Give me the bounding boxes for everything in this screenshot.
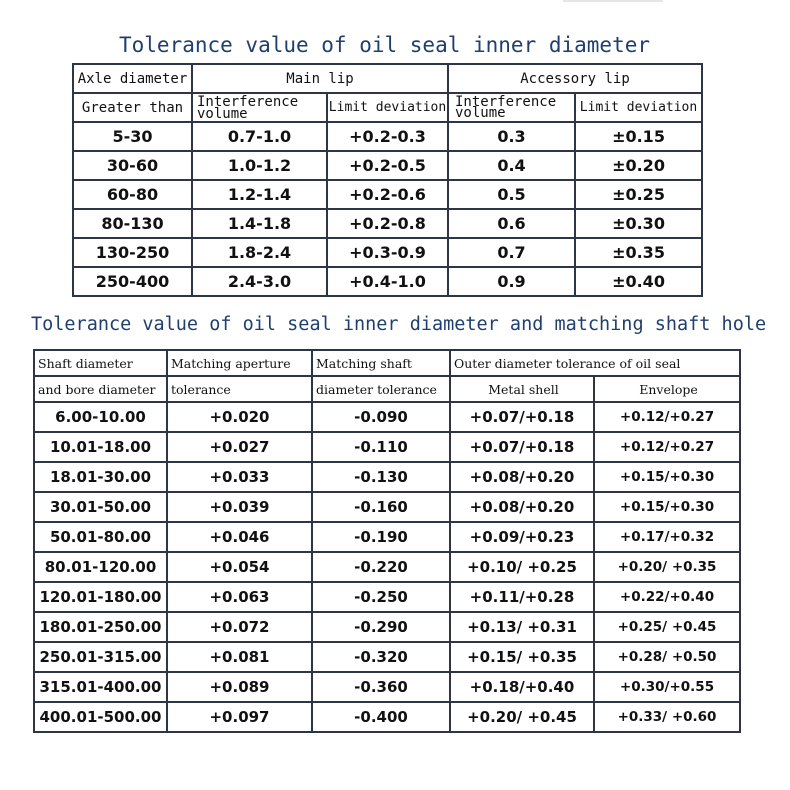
table-row [34, 522, 740, 552]
accessory-limit-deviation-cell: ±0.15 [575, 122, 702, 151]
metal-shell-cell: +0.09/+0.23 [450, 522, 594, 552]
envelope-cell: +0.20/ +0.35 [594, 552, 740, 582]
envelope-cell: +0.22/+0.40 [594, 582, 740, 612]
shaft-bore-diameter-cell: 80.01-120.00 [34, 552, 167, 582]
metal-shell-cell: +0.10/ +0.25 [450, 552, 594, 582]
aperture-tolerance-cell: +0.081 [167, 642, 312, 672]
table-row [73, 180, 702, 209]
header-limit-deviation-main: Limit deviation [327, 93, 448, 122]
table-row [73, 267, 702, 296]
header-metal-shell: Metal shell [450, 376, 594, 402]
metal-shell-cell: +0.18/+0.40 [450, 672, 594, 702]
header-axle-diameter: Axle diameter [73, 64, 192, 93]
metal-shell-cell: +0.08/+0.20 [450, 462, 594, 492]
table-row [34, 552, 740, 582]
header-aperture-line1: Matching aperture [167, 350, 312, 376]
header-aperture-line2: tolerance [167, 376, 312, 402]
header-shaft-tolerance-line2: diameter tolerance [312, 376, 450, 402]
table-row [34, 612, 740, 642]
accessory-interference-cell: 0.4 [448, 151, 575, 180]
envelope-cell: +0.15/+0.30 [594, 462, 740, 492]
metal-shell-cell: +0.20/ +0.45 [450, 702, 594, 732]
metal-shell-cell: +0.07/+0.18 [450, 432, 594, 462]
header-accessory-lip: Accessory lip [448, 64, 702, 93]
aperture-tolerance-cell: +0.020 [167, 402, 312, 432]
table2-body [34, 402, 740, 732]
table-row [34, 462, 740, 492]
table1-header-row-1 [73, 64, 702, 93]
header-shaft-bore-line2: and bore diameter [34, 376, 167, 402]
main-interference-cell: 1.2-1.4 [192, 180, 327, 209]
header-envelope: Envelope [594, 376, 740, 402]
accessory-interference-cell: 0.6 [448, 209, 575, 238]
header-shaft-bore-line1: Shaft diameter [34, 350, 167, 376]
aperture-tolerance-cell: +0.027 [167, 432, 312, 462]
shaft-bore-diameter-cell: 315.01-400.00 [34, 672, 167, 702]
top-divider [563, 0, 663, 2]
shaft-tolerance-cell: -0.220 [312, 552, 450, 582]
shaft-tolerance-cell: -0.190 [312, 522, 450, 552]
aperture-tolerance-cell: +0.046 [167, 522, 312, 552]
main-limit-deviation-cell: +0.2-0.5 [327, 151, 448, 180]
metal-shell-cell: +0.08/+0.20 [450, 492, 594, 522]
aperture-tolerance-cell: +0.054 [167, 552, 312, 582]
shaft-bore-diameter-cell: 10.01-18.00 [34, 432, 167, 462]
shaft-bore-diameter-cell: 180.01-250.00 [34, 612, 167, 642]
accessory-limit-deviation-cell: ±0.25 [575, 180, 702, 209]
shaft-tolerance-cell: -0.110 [312, 432, 450, 462]
axle-diameter-cell: 80-130 [73, 209, 192, 238]
axle-diameter-cell: 5-30 [73, 122, 192, 151]
shaft-bore-diameter-cell: 18.01-30.00 [34, 462, 167, 492]
envelope-cell: +0.17/+0.32 [594, 522, 740, 552]
main-interference-cell: 1.0-1.2 [192, 151, 327, 180]
axle-diameter-cell: 60-80 [73, 180, 192, 209]
aperture-tolerance-cell: +0.033 [167, 462, 312, 492]
accessory-limit-deviation-cell: ±0.40 [575, 267, 702, 296]
table-row [34, 402, 740, 432]
aperture-tolerance-cell: +0.089 [167, 672, 312, 702]
header-greater-than: Greater than [73, 93, 192, 122]
table-row [73, 209, 702, 238]
shaft-tolerance-cell: -0.360 [312, 672, 450, 702]
table-row [73, 238, 702, 267]
header-outer-diameter-tolerance: Outer diameter tolerance of oil seal [450, 350, 740, 376]
aperture-tolerance-cell: +0.072 [167, 612, 312, 642]
table1-body [73, 122, 702, 296]
table2-header-row-1 [34, 350, 740, 376]
accessory-interference-cell: 0.7 [448, 238, 575, 267]
accessory-interference-cell: 0.9 [448, 267, 575, 296]
header-interference-volume-accessory: Interference volume [448, 93, 575, 122]
table-row [34, 492, 740, 522]
axle-diameter-cell: 30-60 [73, 151, 192, 180]
envelope-cell: +0.25/ +0.45 [594, 612, 740, 642]
shaft-tolerance-cell: -0.250 [312, 582, 450, 612]
main-limit-deviation-cell: +0.2-0.8 [327, 209, 448, 238]
main-limit-deviation-cell: +0.4-1.0 [327, 267, 448, 296]
main-interference-cell: 1.8-2.4 [192, 238, 327, 267]
accessory-limit-deviation-cell: ±0.20 [575, 151, 702, 180]
header-interference-volume-main: Interference volume [192, 93, 327, 122]
aperture-tolerance-cell: +0.039 [167, 492, 312, 522]
table-row [34, 432, 740, 462]
envelope-cell: +0.12/+0.27 [594, 402, 740, 432]
accessory-interference-cell: 0.3 [448, 122, 575, 151]
shaft-bore-diameter-cell: 250.01-315.00 [34, 642, 167, 672]
envelope-cell: +0.33/ +0.60 [594, 702, 740, 732]
metal-shell-cell: +0.07/+0.18 [450, 402, 594, 432]
shaft-tolerance-cell: -0.320 [312, 642, 450, 672]
table-row [73, 122, 702, 151]
shaft-tolerance-cell: -0.400 [312, 702, 450, 732]
main-interference-cell: 1.4-1.8 [192, 209, 327, 238]
header-shaft-tolerance-line1: Matching shaft [312, 350, 450, 376]
main-limit-deviation-cell: +0.2-0.6 [327, 180, 448, 209]
table-row [73, 151, 702, 180]
table1-title: Tolerance value of oil seal inner diameter [119, 33, 651, 57]
shaft-bore-diameter-cell: 50.01-80.00 [34, 522, 167, 552]
accessory-interference-cell: 0.5 [448, 180, 575, 209]
shaft-tolerance-cell: -0.290 [312, 612, 450, 642]
header-main-lip: Main lip [192, 64, 448, 93]
table-row [34, 702, 740, 732]
envelope-cell: +0.12/+0.27 [594, 432, 740, 462]
aperture-tolerance-cell: +0.097 [167, 702, 312, 732]
shaft-bore-diameter-cell: 30.01-50.00 [34, 492, 167, 522]
header-limit-deviation-accessory: Limit deviation [575, 93, 702, 122]
table-row [34, 582, 740, 612]
main-limit-deviation-cell: +0.2-0.3 [327, 122, 448, 151]
inner-diameter-tolerance-table [72, 63, 703, 297]
shaft-tolerance-cell: -0.160 [312, 492, 450, 522]
shaft-hole-tolerance-table [33, 349, 741, 733]
table-row [34, 672, 740, 702]
table2-header-row-2 [34, 376, 740, 402]
axle-diameter-cell: 130-250 [73, 238, 192, 267]
metal-shell-cell: +0.11/+0.28 [450, 582, 594, 612]
envelope-cell: +0.15/+0.30 [594, 492, 740, 522]
table1-header-row-2 [73, 93, 702, 122]
main-limit-deviation-cell: +0.3-0.9 [327, 238, 448, 267]
main-interference-cell: 0.7-1.0 [192, 122, 327, 151]
axle-diameter-cell: 250-400 [73, 267, 192, 296]
accessory-limit-deviation-cell: ±0.30 [575, 209, 702, 238]
table-row [34, 642, 740, 672]
shaft-bore-diameter-cell: 6.00-10.00 [34, 402, 167, 432]
metal-shell-cell: +0.13/ +0.31 [450, 612, 594, 642]
envelope-cell: +0.30/+0.55 [594, 672, 740, 702]
shaft-tolerance-cell: -0.090 [312, 402, 450, 432]
shaft-bore-diameter-cell: 400.01-500.00 [34, 702, 167, 732]
table2-title: Tolerance value of oil seal inner diameter and matching shaft hole [31, 314, 767, 335]
metal-shell-cell: +0.15/ +0.35 [450, 642, 594, 672]
envelope-cell: +0.28/ +0.50 [594, 642, 740, 672]
shaft-bore-diameter-cell: 120.01-180.00 [34, 582, 167, 612]
aperture-tolerance-cell: +0.063 [167, 582, 312, 612]
accessory-limit-deviation-cell: ±0.35 [575, 238, 702, 267]
main-interference-cell: 2.4-3.0 [192, 267, 327, 296]
shaft-tolerance-cell: -0.130 [312, 462, 450, 492]
